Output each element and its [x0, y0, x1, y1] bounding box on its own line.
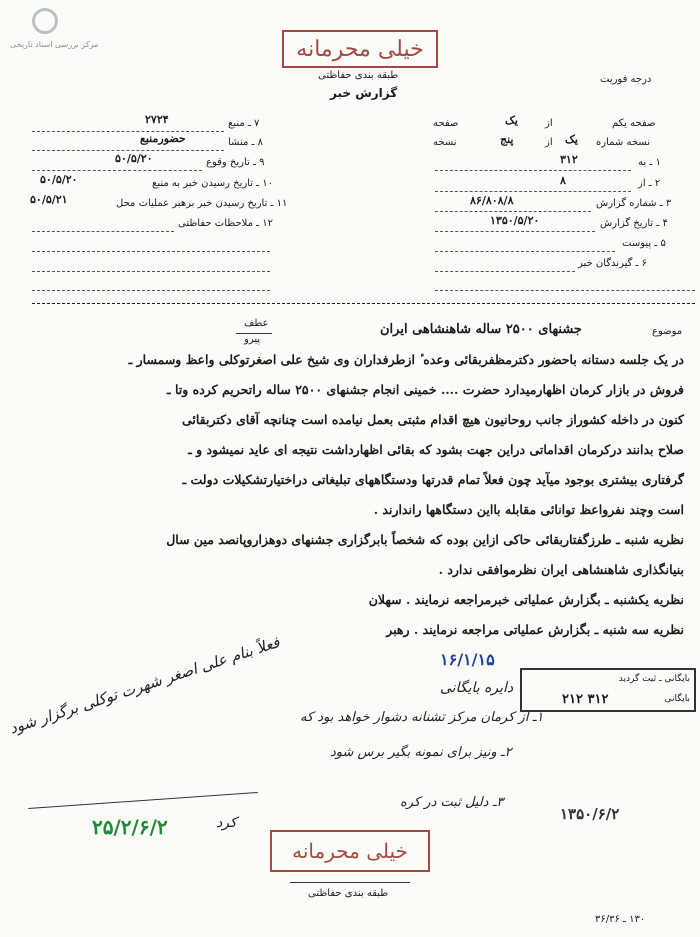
- field-occurrence-date-label: ۹ ـ تاریخ وقوع: [206, 157, 265, 168]
- register-stamp: [520, 668, 696, 712]
- atf-label: عطف: [244, 318, 269, 329]
- field-page-suffix: صفحه: [433, 118, 459, 129]
- field-copy-value: پنج: [500, 133, 514, 146]
- field-source-receive-value: ۵۰/۵/۲۰: [40, 173, 78, 186]
- note-tuesday: نظریه سه شنبه ـ بگزارش عملیاتی مراجعه نرمایند . رهبر: [386, 622, 684, 637]
- field-copy-prefix: یک: [565, 133, 578, 146]
- register-stamp-line1: بایگانی ـ ثبت گردید: [618, 674, 690, 684]
- field-page-value: یک: [505, 114, 518, 127]
- field-to-label: ۱ ـ به: [638, 157, 661, 168]
- field-source-receive-label: ۱۰ ـ تاریخ رسیدن خبر به منبع: [152, 178, 274, 189]
- field-occurrence-date-value: ۵۰/۵/۲۰: [115, 152, 153, 165]
- body-line-1: در یک جلسه دستانه باحضور دکترمظفربقائی وعده ٔ ازطرفداران وی شیخ علی اصغرتوکلی واعظ وسمسار ـ: [128, 352, 684, 367]
- handwritten-left-margin: فعلاً بنام علی اصغر شهرت توکلی برگزار شود: [7, 633, 282, 738]
- field-attachment-label: ۵ ـ پیوست: [622, 238, 666, 249]
- body-line-3: کنون در داخله کشوراز جانب روحانیون هیچ اقدام مثبتی بعمل نیامده است چنانچه آقای دکتربقائی: [181, 412, 684, 427]
- handwritten-left-initial: کرد: [216, 815, 237, 831]
- handwritten-date-bottom: ۱۳۵۰/۶/۲: [560, 805, 620, 823]
- register-stamp-line2: بایگانی: [664, 694, 690, 704]
- handwritten-archive-note: دایره بایگانی: [440, 680, 514, 696]
- field-page-mid: از: [545, 118, 553, 129]
- field-copy-suffix: نسخه: [433, 137, 457, 148]
- logo-emblem-icon: [32, 8, 58, 34]
- field-origin-value: حضورمنبع: [140, 132, 186, 145]
- body-line-6: است وچند نفرواعظ توانائی مقابله بااین دستگاهها راندارند .: [373, 502, 684, 517]
- body-line-2: فروش در بازار کرمان اظهارمیدارد حضرت .... خمینی انجام جشنهای ۲۵۰۰ ساله راتحریم کرده وتا ـ: [166, 382, 684, 397]
- handwritten-left-date: ۲۵/۲/۶/۲: [92, 815, 168, 839]
- body-line-4: صلاح بدانند درکرمان اقداماتی دراین جهت بشود که بقائی اظهارداشت نتیجه ای عاید نمیشود و ـ: [188, 442, 684, 457]
- note-saturday-cont: بنیانگذاری شاهنشاهی ایران نظرموافقی ندارد .: [438, 562, 684, 577]
- form-code: ۱۳۰ ـ ۳۶/۳۶: [595, 914, 646, 925]
- subject-label: موضوع: [652, 326, 683, 337]
- field-report-date-value: ۱۳۵۰/۵/۲۰: [490, 214, 540, 227]
- field-from-label: ۲ ـ از: [638, 178, 661, 189]
- classification-label-bottom: طبقه بندی حفاظتی: [308, 888, 389, 899]
- field-to-value: ۳۱۲: [560, 153, 578, 166]
- field-source-value: ۲۷۲۴: [145, 113, 169, 126]
- note-sunday: نظریه یکشنبه ـ بگزارش عملیاتی خبرمراجعه نرمایند . سهلان: [368, 592, 684, 607]
- report-title: گزارش خبر: [330, 86, 398, 100]
- logo-text: مرکز بررسی اسناد تاریخی: [10, 40, 99, 49]
- field-origin-label: ۸ ـ منشا: [228, 137, 264, 148]
- field-from-value: ۸: [560, 174, 566, 187]
- archive-logo: [10, 6, 170, 58]
- field-copy-mid: از: [545, 137, 553, 148]
- classification-label-top: طبقه بندی حفاظتی: [318, 70, 399, 81]
- field-ops-receive-label: ۱۱ ـ تاریخ رسیدن خبر برهبر عملیات محل: [116, 198, 288, 209]
- handwritten-center-line-2: ۲ـ ونیز برای نمونه بگیر برس شود: [330, 745, 512, 760]
- subject-text: جشنهای ۲۵۰۰ ساله شاهنشاهی ایران: [380, 322, 582, 337]
- body-line-5: گرفتاری بیشتری بوجود میآید چون فعلاً تمام قدرتها ودستگاههای تبلیغاتی دراختیارتشکیلات دولت ـ: [182, 472, 684, 487]
- note-saturday: نظریه شنبه ـ طرزگفتاربقائی حاکی ازاین بوده که شخصاً بابرگزاری جشنهای دوهزاروپانصد مین سال: [166, 532, 684, 547]
- field-security-notes-label: ۱۲ ـ ملاحظات حفاظتی: [178, 218, 273, 229]
- top-classification-stamp: خیلی محرمانه: [282, 30, 438, 68]
- field-ops-receive-value: ۵۰/۵/۲۱: [30, 193, 68, 206]
- field-report-no-value: ۸۶/۸۰۸/۸: [470, 194, 514, 207]
- peyro-label: پیرو: [244, 334, 261, 345]
- bottom-classification-stamp: خیلی محرمانه: [270, 830, 430, 872]
- field-report-no-label: ۳ ـ شماره گزارش: [596, 198, 672, 209]
- field-page-label: صفحه یکم: [612, 118, 656, 129]
- field-copy-label: نسخه شماره: [596, 137, 650, 148]
- field-report-date-label: ۴ ـ تاریخ گزارش: [600, 218, 668, 229]
- field-recipients-label: ۶ ـ گیرندگان خبر: [578, 258, 648, 269]
- register-stamp-number: ۳۱۲ ۲۱۲: [562, 692, 609, 707]
- field-source-label: ۷ ـ منبع: [228, 118, 260, 129]
- handwritten-center-line-3: ۳ـ دلیل ثبت در کره: [400, 795, 504, 810]
- handwritten-date-top: ۱۶/۱/۱۵: [440, 650, 495, 669]
- priority-label: درجه فوریت: [600, 74, 652, 85]
- handwritten-center-line-1: ۱ـ از کرمان مرکز تشنانه دشوار خواهد بود که: [300, 710, 544, 725]
